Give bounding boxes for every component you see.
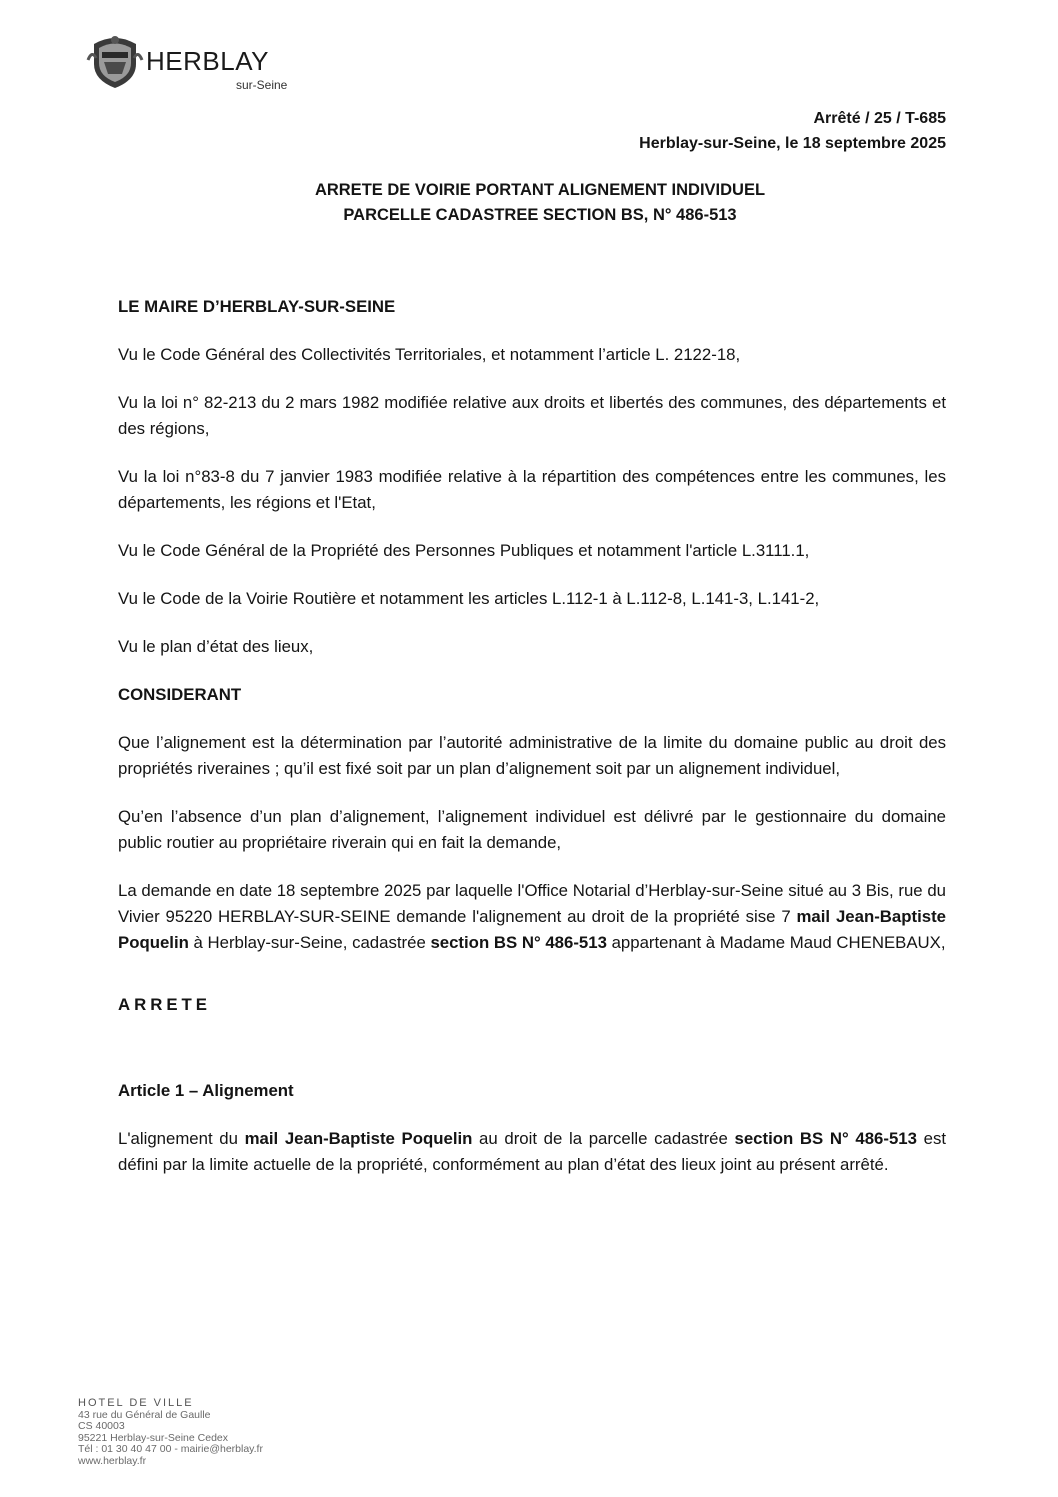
- article-text: L'alignement du: [118, 1129, 245, 1148]
- arrete-heading: ARRETE: [118, 995, 211, 1014]
- demande-text: à Herblay-sur-Seine, cadastrée: [188, 933, 431, 952]
- footer-line: CS 40003: [78, 1420, 125, 1432]
- decree-reference: Arrêté / 25 / T-685: [813, 110, 946, 127]
- vu-paragraph: Vu la loi n°83-8 du 7 janvier 1983 modifiée relative à la répartition des compétences entre les communes, les départements, les régions et l'Etat,: [118, 467, 946, 512]
- title-line-1: ARRETE DE VOIRIE PORTANT ALIGNEMENT INDIVIDUEL: [314, 181, 766, 199]
- logo-name: HERBLAY: [146, 46, 269, 76]
- footer-address: [78, 1398, 263, 1467]
- article-1-paragraph: [118, 1126, 946, 1178]
- demande-paragraph: [118, 878, 946, 956]
- article-text: au droit de la parcelle cadastrée: [472, 1129, 735, 1148]
- article-parcel: section BS N° 486-513: [734, 1129, 917, 1148]
- footer-line: Tél : 01 30 40 47 00 - mairie@herblay.fr: [78, 1443, 263, 1455]
- demande-street: mail Jean-Baptiste Poquelin: [118, 907, 946, 952]
- article-1-heading: Article 1 – Alignement: [118, 1081, 294, 1100]
- footer-line: 95221 Herblay-sur-Seine Cedex: [78, 1431, 228, 1444]
- authority-heading: LE MAIRE D’HERBLAY-SUR-SEINE: [118, 297, 396, 316]
- footer-title: HOTEL DE VILLE: [78, 1397, 194, 1409]
- considerant-paragraph: Qu’en l’absence d’un plan d’alignement, l’alignement individuel est délivré par le gestionnaire du domaine public routier au propriétaire riverain qui en fait la demande,: [118, 807, 946, 852]
- herblay-logo: [86, 26, 326, 96]
- demande-text: La demande en date 18 septembre 2025 par laquelle l'Office Notarial d’Herblay-sur-Seine situé au 3 Bis, rue du Vivier 95220 HERBLAY-SUR-SEINE demande l'alignement au droit de la propriété sise 7: [118, 881, 946, 926]
- vu-paragraph: Vu le Code Général de la Propriété des Personnes Publiques et notamment l'article L.3111.1,: [118, 541, 810, 560]
- title-line-2: PARCELLE CADASTREE SECTION BS, N° 486-513: [343, 206, 737, 224]
- demande-text: appartenant à Madame Maud CHENEBAUX,: [606, 933, 946, 952]
- coat-of-arms-icon: [86, 30, 144, 90]
- reference-block: [639, 106, 946, 156]
- vu-paragraph: Vu le Code Général des Collectivités Territoriales, et notamment l’article L. 2122-18,: [118, 345, 741, 364]
- vu-paragraph: Vu le Code de la Voirie Routière et notamment les articles L.112-1 à L.112-8, L.141-3, L.141-2,: [118, 589, 820, 608]
- vu-paragraph: Vu le plan d’état des lieux,: [118, 637, 314, 656]
- footer-website: www.herblay.fr: [78, 1454, 147, 1467]
- document-body: [118, 294, 946, 1178]
- considerant-paragraph: Que l’alignement est la détermination par l’autorité administrative de la limite du domaine public au droit des propriétés riveraines ; qu’il est fixé soit par un plan d’alignement soit par un alignement individuel,: [118, 733, 946, 778]
- demande-parcel: section BS N° 486-513: [430, 933, 607, 952]
- vu-paragraph: Vu la loi n° 82-213 du 2 mars 1982 modifiée relative aux droits et libertés des communes, des départements et des régions,: [118, 393, 946, 438]
- logo-subtitle: sur-Seine: [236, 78, 288, 92]
- footer-line: 43 rue du Général de Gaulle: [78, 1408, 211, 1421]
- document-title: [150, 178, 930, 228]
- considerant-heading: CONSIDERANT: [118, 685, 242, 704]
- article-street: mail Jean-Baptiste Poquelin: [244, 1129, 473, 1148]
- place-date: Herblay-sur-Seine, le 18 septembre 2025: [639, 135, 946, 152]
- article-text: est défini par la limite actuelle de la propriété, conformément au plan d’état des lieux joint au présent arrêté.: [118, 1129, 946, 1174]
